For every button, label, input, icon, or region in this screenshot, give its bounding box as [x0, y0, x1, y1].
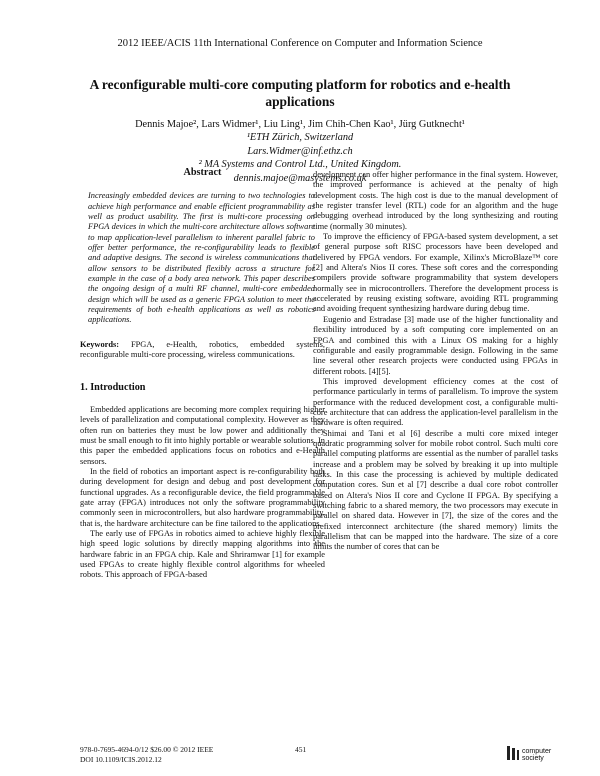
email-2: dennis.majoe@masystems.co.uk: [233, 172, 367, 184]
author-names: Dennis Majoe², Lars Widmer¹, Liu Ling¹, Jim Chih-Chen Kao¹, Jürg Gutknecht¹: [135, 119, 465, 130]
body-paragraph: Shimai and Tani et al [6] describe a multi core mixed integer quadratic programming solver for mobile robot control. Such multi core parallel computing platforms are essential as the number of parallel tasks increase and a problem may be solved by breaking it up into multiple tasks. In this case the processing is achieved by multiple dedicated computation cores. Sun et al [7] describe a dual core robot controller based on Altera's Nios II core and Cyclone II FPGA. By specifying a switching fabric to a shared memory, the two processors may execute in parallel on shared data. However in [7], the size of the cores and the prefixed interconnect architecture (the shared memory) limits the parallelism that can be mapped into the hardware. The size of a core limits the number of cores that can be: [313, 428, 558, 552]
intro-paragraph: In the field of robotics an important aspect is re-configurability both during development for design and debug and post development for functional upgrades. As a reconfigurable device, the field programmable gate array (FPGA) introduces not only the software programmability commonly seen in microcontrollers, but also hardware programmability, that is, the hardware architecture can be fine tailored to the applications.: [80, 466, 325, 528]
abstract-heading: Abstract: [183, 167, 222, 178]
left-column: [80, 168, 325, 581]
conference-header: 2012 IEEE/ACIS 11th International Conference on Computer and Information Science: [117, 38, 483, 49]
isbn-line: 978-0-7695-4694-0/12 $26.00 © 2012 IEEE: [80, 745, 214, 754]
keywords-label: Keywords:: [80, 339, 120, 349]
email-1: Lars.Widmer@inf.ethz.ch: [247, 145, 353, 157]
right-column: [313, 170, 558, 553]
page-number: 451: [295, 745, 307, 754]
footer-left: [80, 745, 213, 765]
body-paragraph: This improved development efficiency comes at the cost of performance particularly in terms of parallelism. To improve the system performance with the reduced development cost, a configurable multi-core architecture that can address the application-level parallelism in the hardware is often required.: [313, 376, 558, 428]
body-paragraph: Eugenio and Estradase [3] made use of the higher functionality and flexibility introduced by a soft computing core implemented on an FPGA and combined this with a Linux OS making for a highly configurable and easily programmable design. Following in the same line several other research projects were conducted using FPGAs in different robots. [4][5].: [313, 314, 558, 376]
paper-title: A reconfigurable multi-core computing platform for robotics and e-health applications: [89, 77, 511, 109]
intro-paragraph: Embedded applications are becoming more complex requiring higher levels of parallelization and computational complexity. However as they often run on batteries they must be low power and additionally they must be small enough to fit into highly portable or wearable solutions. In this paper the embedded applications focus on robotics and e-Health sensors.: [80, 404, 325, 466]
ieee-logo-icon: [506, 745, 520, 763]
doi-line: DOI 10.1109/ICIS.2012.12: [80, 755, 162, 764]
affiliation-2: ² MA Systems and Control Ltd., United Kingdom.: [198, 159, 402, 171]
abstract-text: Increasingly embedded devices are turning to two technologies to achieve high performance and enable efficient programmability as well as product usability. The first is multi-core processing on FPGA devices in which the multi-core architecture allows software to map application-level parallelism to inherent parallel fabric to offer better performance, the re-configurability leads to flexible and adaptive designs. The second is wireless communications that allow sensors to be distributed flexibly across a structure for example in the case of a body area network. This paper describes the ongoing design of a multi RF channel, multi-core embedded design which will be used as a generic FPGA solution to meet the requirements of both e-health applications as well as robotics applications.: [88, 191, 315, 325]
intro-heading: 1. Introduction: [80, 381, 146, 393]
affiliation-1: ¹ETH Zürich, Switzerland: [246, 132, 354, 144]
ieee-computer-society-logo: [506, 745, 556, 765]
keywords-text: FPGA, e-Health, robotics, embedded systems, reconfigurable multi-core processing, wireless communications.: [80, 339, 325, 360]
intro-paragraph: The early use of FPGAs in robotics aimed to achieve highly flexible high speed logic solutions by directly mapping algorithms into the hardware fabric in an FPGA chip. Kale and Shriramwar [1] for example used FPGAs to create highly flexible control algorithms for wheeled robots. This approach of FPGA-based: [80, 528, 325, 580]
body-paragraph: development can offer higher performance in the final system. However, the improved performance is achieved at the penalty of high development costs. The high cost is due to the manual development of the register transfer level (RTL) code for an algorithm and the huge debugging overhead introduced by the long synthesizing and routing time (normally 30 minutes).: [313, 170, 558, 231]
keywords: [80, 340, 325, 361]
computer-society-text: computer society: [522, 748, 552, 762]
body-paragraph: To improve the efficiency of FPGA-based system development, a set of general purpose soft RISC processors have been developed and delivered by FPGA vendors. For example, Xilinx's MicroBlaze™ core [2] and Altera's Nios II cores. These soft cores and the corresponding compilers provide software programmability that system developers normally see in microcontrollers. Therefore the development process is accelerated by reusing existing software, avoiding RTL programming and avoiding frequent synthesizing hardware during debug time.: [313, 232, 558, 314]
